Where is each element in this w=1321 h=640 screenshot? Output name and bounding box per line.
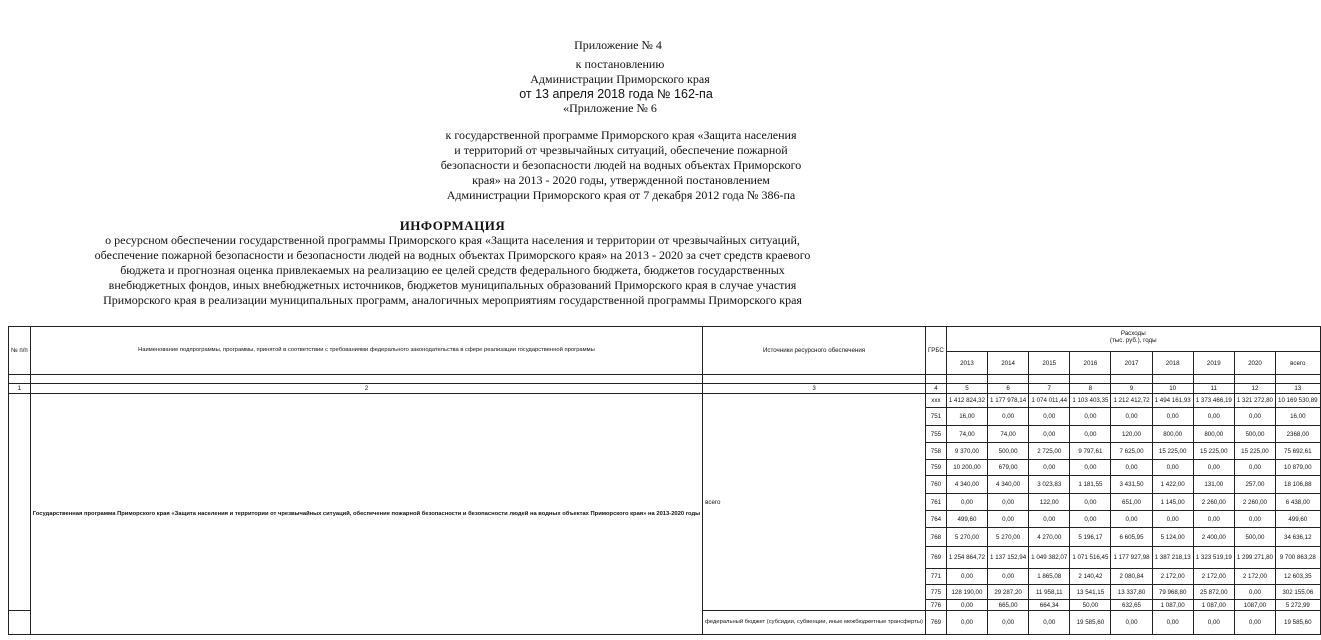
value-cell: 800,00 [1193, 426, 1234, 443]
value-cell: 0,00 [1193, 611, 1234, 635]
value-cell: 0,00 [1234, 511, 1275, 528]
value-cell: 1 103 403,35 [1070, 394, 1111, 408]
value-cell: 1 049 382,07 [1029, 547, 1070, 569]
spacer-cell [1111, 375, 1152, 384]
value-cell: 2 140,42 [1070, 569, 1111, 585]
value-cell: 0,00 [946, 611, 987, 635]
value-cell: 1 071 516,45 [1070, 547, 1111, 569]
value-cell: 9 370,00 [946, 443, 987, 460]
value-cell: 1 323 519,19 [1193, 547, 1234, 569]
value-cell: 0,00 [1234, 460, 1275, 476]
appendix-title: Приложение № 4 [574, 38, 662, 52]
value-cell: 1 373 466,19 [1193, 394, 1234, 408]
col-number: 5 [946, 384, 987, 394]
total-cell: 10 879,00 [1276, 460, 1321, 476]
year-header: 2013 [946, 352, 987, 375]
value-cell: 4 340,00 [988, 476, 1029, 494]
value-cell: 0,00 [1070, 426, 1111, 443]
value-cell: 15 225,00 [1234, 443, 1275, 460]
header-grbs: ГРБС [925, 327, 946, 375]
value-cell: 19 585,60 [1070, 611, 1111, 635]
value-cell: 4 270,00 [1029, 528, 1070, 547]
value-cell: 257,00 [1234, 476, 1275, 494]
col-number: 12 [1234, 384, 1275, 394]
value-cell: 5 196,17 [1070, 528, 1111, 547]
value-cell: 632,65 [1111, 600, 1152, 611]
total-cell: 19 585,60 [1276, 611, 1321, 635]
spacer-cell [1070, 375, 1111, 384]
value-cell: 74,00 [988, 426, 1029, 443]
year-header: 2016 [1070, 352, 1111, 375]
value-cell: 15 225,00 [1193, 443, 1234, 460]
spacer-cell [1152, 375, 1193, 384]
grbs-cell: 775 [925, 585, 946, 600]
value-cell: 0,00 [1152, 511, 1193, 528]
value-cell: 1 412 824,32 [946, 394, 987, 408]
to-resolution: к постановлению [575, 57, 665, 71]
value-cell: 5 124,00 [1152, 528, 1193, 547]
value-cell: 5 270,00 [946, 528, 987, 547]
spacer-cell [946, 375, 987, 384]
value-cell: 0,00 [988, 611, 1029, 635]
resolution-date-stamp: от 13 апреля 2018 года № 162-па [519, 87, 713, 101]
row-num-cell [9, 394, 31, 611]
value-cell: 1 422,00 [1152, 476, 1193, 494]
value-cell: 1 387 218,13 [1152, 547, 1193, 569]
value-cell: 500,00 [988, 443, 1029, 460]
source-federal: федеральный бюджет (субсидии, субвенции, иные межбюджетные трансферты) [703, 611, 926, 635]
value-cell: 3 023,83 [1029, 476, 1070, 494]
grbs-cell: 755 [925, 426, 946, 443]
value-cell: 1 494 161,93 [1152, 394, 1193, 408]
value-cell: 0,00 [1070, 408, 1111, 426]
value-cell: 1 299 271,80 [1234, 547, 1275, 569]
value-cell: 500,00 [1234, 426, 1275, 443]
value-cell: 2 172,00 [1234, 569, 1275, 585]
program-ref-line4: края» на 2013 - 2020 годы, утвержденной постановлением [472, 173, 770, 187]
header-expenses-unit: (тыс. руб.), годы [1109, 337, 1157, 344]
value-cell: 1 137 152,94 [988, 547, 1029, 569]
value-cell: 11 958,11 [1029, 585, 1070, 600]
grbs-cell: 764 [925, 511, 946, 528]
value-cell: 0,00 [988, 569, 1029, 585]
header-name: Наименование подпрограммы, программы, принятой в соответствии с требованиями федерального законодательства в сфере реализации государственной программы [30, 327, 702, 375]
total-cell: 499,60 [1276, 511, 1321, 528]
value-cell: 15 225,00 [1152, 443, 1193, 460]
value-cell: 74,00 [946, 426, 987, 443]
table-body [9, 394, 1321, 635]
program-ref-line1: к государственной программе Приморского края «Защита населения [445, 128, 797, 142]
value-cell: 13 337,80 [1111, 585, 1152, 600]
grbs-cell: 759 [925, 460, 946, 476]
source-total: всего [703, 394, 926, 611]
year-header: 2017 [1111, 352, 1152, 375]
total-cell: 16,00 [1276, 408, 1321, 426]
total-cell: 9 700 863,28 [1276, 547, 1321, 569]
value-cell: 651,00 [1111, 494, 1152, 511]
value-cell: 0,00 [1111, 408, 1152, 426]
value-cell: 50,00 [1070, 600, 1111, 611]
header-num: № п/п [9, 327, 31, 375]
grbs-cell: 758 [925, 443, 946, 460]
grbs-cell: 751 [925, 408, 946, 426]
value-cell: 25 872,00 [1193, 585, 1234, 600]
value-cell: 5 270,00 [988, 528, 1029, 547]
value-cell: 1 177 978,14 [988, 394, 1029, 408]
value-cell: 2 725,00 [1029, 443, 1070, 460]
total-cell: 2368,00 [1276, 426, 1321, 443]
spacer-cell [30, 375, 702, 384]
value-cell: 0,00 [1234, 585, 1275, 600]
program-name: Государственная программа Приморского края «Защита населения и территории от чрезвычайных ситуаций, обеспечение пожарной безопасности и безопасности людей на водных объектах Приморского края» на 2013-2020 годы [30, 394, 702, 635]
info-line2: обеспечение пожарной безопасности и безопасности людей на водных объектах Приморского края» на 2013 - 2020 за счет средств краевого [94, 248, 811, 262]
value-cell: 1 074 011,44 [1029, 394, 1070, 408]
value-cell: 4 340,00 [946, 476, 987, 494]
col-number: 1 [9, 384, 31, 394]
col-number: 13 [1276, 384, 1321, 394]
grbs-cell: 771 [925, 569, 946, 585]
total-cell: 302 155,06 [1276, 585, 1321, 600]
value-cell: 3 431,50 [1111, 476, 1152, 494]
info-title: ИНФОРМАЦИЯ [399, 218, 506, 233]
grbs-cell: 768 [925, 528, 946, 547]
administration-name: Администрации Приморского края [530, 72, 710, 86]
year-header: 2020 [1234, 352, 1275, 375]
total-cell: 12 603,35 [1276, 569, 1321, 585]
grbs-cell: 769 [925, 547, 946, 569]
value-cell: 2 080,84 [1111, 569, 1152, 585]
spacer-cell [1029, 375, 1070, 384]
value-cell: 500,00 [1234, 528, 1275, 547]
value-cell: 800,00 [1152, 426, 1193, 443]
info-line4: внебюджетных фондов, иных внебюджетных источников, бюджетов муниципальных образований Приморского края в случае участия [108, 278, 797, 292]
header-expenses-title: Расходы [1120, 330, 1146, 337]
col-number: 3 [703, 384, 926, 394]
value-cell: 0,00 [988, 494, 1029, 511]
value-cell: 2 260,00 [1234, 494, 1275, 511]
value-cell: 1 145,00 [1152, 494, 1193, 511]
spacer-cell [9, 375, 31, 384]
year-header: 2019 [1193, 352, 1234, 375]
value-cell: 1 181,55 [1070, 476, 1111, 494]
grbs-cell: 760 [925, 476, 946, 494]
value-cell: 0,00 [988, 408, 1029, 426]
info-line5: Приморского края в реализации муниципальных программ, аналогичных мероприятиям государственной программы Приморского края [103, 293, 802, 307]
spacer-cell [1234, 375, 1275, 384]
col-number: 8 [1070, 384, 1111, 394]
value-cell: 499,60 [946, 511, 987, 528]
value-cell: 0,00 [1152, 611, 1193, 635]
value-cell: 79 968,80 [1152, 585, 1193, 600]
header-source: Источники ресурсного обеспечения [703, 327, 926, 375]
value-cell: 0,00 [1029, 511, 1070, 528]
value-cell: 1087,00 [1234, 600, 1275, 611]
value-cell: 665,00 [988, 600, 1029, 611]
value-cell: 1 212 412,72 [1111, 394, 1152, 408]
value-cell: 1 087,00 [1193, 600, 1234, 611]
col-number: 10 [1152, 384, 1193, 394]
value-cell: 122,00 [1029, 494, 1070, 511]
value-cell: 131,00 [1193, 476, 1234, 494]
value-cell: 0,00 [1193, 511, 1234, 528]
value-cell: 2 400,00 [1193, 528, 1234, 547]
value-cell: 0,00 [946, 494, 987, 511]
value-cell: 0,00 [1152, 460, 1193, 476]
year-header: 2018 [1152, 352, 1193, 375]
total-cell: 75 692,61 [1276, 443, 1321, 460]
value-cell: 0,00 [946, 569, 987, 585]
value-cell: 0,00 [1111, 460, 1152, 476]
grbs-cell: 769 [925, 611, 946, 635]
program-ref-line5: Администрации Приморского края от 7 декабря 2012 года № 386-па [446, 188, 796, 202]
value-cell: 0,00 [1234, 611, 1275, 635]
col-number: 11 [1193, 384, 1234, 394]
value-cell: 0,00 [1152, 408, 1193, 426]
appendix-6-label: «Приложение № 6 [563, 101, 657, 115]
value-cell: 1 087,00 [1152, 600, 1193, 611]
spacer-cell [1276, 375, 1321, 384]
col-number: 4 [925, 384, 946, 394]
value-cell: 1 177 927,98 [1111, 547, 1152, 569]
value-cell: 0,00 [1193, 408, 1234, 426]
total-cell: 6 438,00 [1276, 494, 1321, 511]
grbs-cell: 776 [925, 600, 946, 611]
year-header: 2015 [1029, 352, 1070, 375]
total-header: всего [1276, 352, 1321, 375]
value-cell: 29 287,20 [988, 585, 1029, 600]
info-line1: о ресурсном обеспечении государственной программы Приморского края «Защита населения и территории от чрезвычайных ситуаций, [105, 233, 800, 247]
resource-table [8, 326, 1321, 635]
value-cell: 1 865,08 [1029, 569, 1070, 585]
value-cell: 0,00 [988, 511, 1029, 528]
spacer-cell [1193, 375, 1234, 384]
total-cell: 18 106,88 [1276, 476, 1321, 494]
value-cell: 2 172,00 [1152, 569, 1193, 585]
value-cell: 9 797,61 [1070, 443, 1111, 460]
spacer-cell [988, 375, 1029, 384]
value-cell: 1 254 864,72 [946, 547, 987, 569]
value-cell: 679,00 [988, 460, 1029, 476]
value-cell: 664,34 [1029, 600, 1070, 611]
value-cell: 0,00 [1070, 494, 1111, 511]
program-ref-line3: безопасности и безопасности людей на водных объектах Приморского [440, 158, 802, 172]
value-cell: 0,00 [1234, 408, 1275, 426]
value-cell: 0,00 [1029, 460, 1070, 476]
value-cell: 1 321 272,80 [1234, 394, 1275, 408]
table-row [9, 394, 1321, 408]
value-cell: 13 541,15 [1070, 585, 1111, 600]
col-number: 2 [30, 384, 702, 394]
value-cell: 2 172,00 [1193, 569, 1234, 585]
value-cell: 16,00 [946, 408, 987, 426]
year-header: 2014 [988, 352, 1029, 375]
value-cell: 120,00 [1111, 426, 1152, 443]
value-cell: 0,00 [1070, 460, 1111, 476]
value-cell: 0,00 [946, 600, 987, 611]
grbs-cell: 761 [925, 494, 946, 511]
value-cell: 10 200,00 [946, 460, 987, 476]
value-cell: 0,00 [1029, 408, 1070, 426]
header-expenses [946, 327, 1320, 352]
value-cell: 128 190,00 [946, 585, 987, 600]
row-num-cell [9, 611, 31, 635]
value-cell: 0,00 [1111, 511, 1152, 528]
col-number: 7 [1029, 384, 1070, 394]
value-cell: 0,00 [1193, 460, 1234, 476]
total-cell: 10 169 530,89 [1276, 394, 1321, 408]
value-cell: 2 260,00 [1193, 494, 1234, 511]
spacer-cell [925, 375, 946, 384]
col-number: 9 [1111, 384, 1152, 394]
total-cell: 5 272,99 [1276, 600, 1321, 611]
value-cell: 0,00 [1070, 511, 1111, 528]
col-number: 6 [988, 384, 1029, 394]
grbs-cell: ххх [925, 394, 946, 408]
value-cell: 0,00 [1029, 611, 1070, 635]
spacer-cell [703, 375, 926, 384]
value-cell: 0,00 [1029, 426, 1070, 443]
value-cell: 7 625,00 [1111, 443, 1152, 460]
value-cell: 0,00 [1111, 611, 1152, 635]
info-line3: бюджета и прогнозная оценка привлекаемых на реализацию ее целей средств федерального бюджета, бюджетов государственных [120, 263, 785, 277]
program-ref-line2: и территорий от чрезвычайных ситуаций, обеспечение пожарной [454, 143, 788, 157]
value-cell: 6 605,95 [1111, 528, 1152, 547]
total-cell: 34 636,12 [1276, 528, 1321, 547]
